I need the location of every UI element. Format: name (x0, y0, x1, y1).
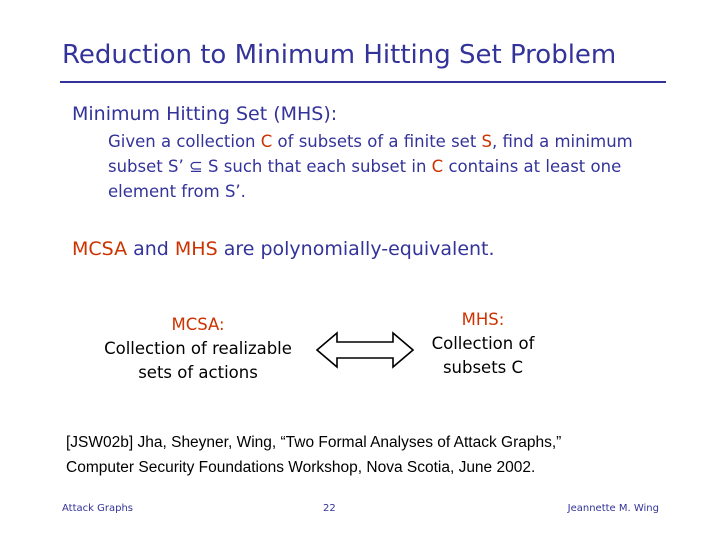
mhs-line: Collection of (431, 334, 535, 353)
mhs-line: subsets C (442, 358, 524, 377)
mhs-description (418, 308, 548, 380)
mcsa-line: sets of actions (138, 363, 258, 382)
definition-term-s: S (208, 157, 219, 176)
mcsa-line: Collection of realizable (104, 339, 292, 358)
mhs-label: MHS: (461, 310, 505, 329)
equivalence-text: are polynomially-equivalent. (217, 238, 495, 260)
definition-term-c: C (260, 132, 273, 151)
subset-symbol: ⊆ (188, 157, 203, 176)
definition-text: . (240, 182, 246, 201)
reference-line: Computer Security Foundations Workshop, Nova Scotia, June 2002. (66, 459, 536, 476)
definition-text: of subsets of a finite set (272, 132, 482, 151)
definition-term-s-prime: S’ (168, 157, 184, 176)
reference-line: [JSW02b] Jha, Sheyner, Wing, “Two Formal Analyses of Attack Graphs,” (66, 434, 562, 451)
definition-term-s: S (481, 132, 493, 151)
definition-text: Given a collection (108, 132, 261, 151)
mhs-heading: Minimum Hitting Set (MHS): (72, 103, 338, 125)
equivalence-statement (72, 238, 495, 260)
footer-author: Jeannette M. Wing (567, 503, 659, 514)
reference-citation (66, 430, 706, 480)
mcsa-term: MCSA (72, 238, 128, 260)
mcsa-label: MCSA: (171, 315, 225, 334)
double-headed-arrow-icon (316, 330, 414, 370)
footer-page-number: 22 (323, 503, 336, 514)
mhs-definition (108, 129, 668, 204)
definition-text: contains at least one element from (108, 157, 622, 201)
mhs-term: MHS (174, 238, 218, 260)
footer-course-title: Attack Graphs (62, 503, 133, 514)
definition-term-s-prime: S’ (224, 182, 241, 201)
definition-text: , find a minimum subset (108, 132, 633, 176)
title-divider (60, 81, 666, 83)
mcsa-description (88, 313, 308, 385)
slide-title: Reduction to Minimum Hitting Set Problem (62, 40, 617, 70)
definition-text: such that each subset in (218, 157, 432, 176)
equivalence-text: and (127, 238, 175, 260)
definition-term-c: C (431, 157, 444, 176)
